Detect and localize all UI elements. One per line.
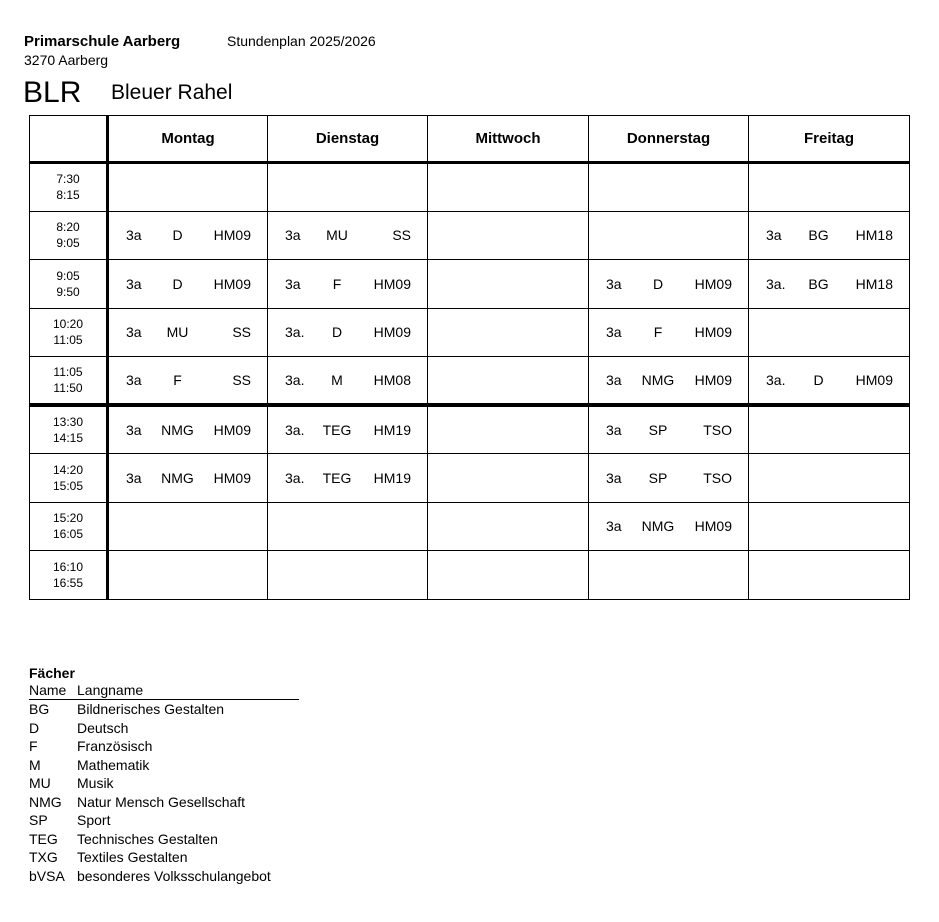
lesson-class: 3a (126, 469, 142, 486)
slot-start-time: 7:30 (56, 172, 80, 187)
lesson-room: HM09 (373, 324, 411, 341)
slot-start-time: 15:20 (52, 511, 84, 526)
legend-row (29, 700, 299, 719)
legend-row (29, 830, 299, 849)
lesson-room: SS (232, 324, 251, 341)
lesson-class: 3a (285, 275, 301, 292)
lesson-subject: D (172, 275, 183, 292)
lesson-room: HM18 (855, 227, 893, 244)
lesson-entry (589, 276, 748, 292)
slot-end-time: 16:55 (52, 575, 84, 590)
slot-start-time: 9:05 (56, 268, 80, 283)
lesson-entry (109, 324, 267, 340)
lesson-cell[interactable] (589, 357, 749, 406)
lesson-entry (109, 470, 267, 486)
legend-code: M (29, 756, 41, 773)
time-cell (30, 211, 108, 260)
legend-longname: Deutsch (77, 719, 129, 736)
timeslot-row (30, 260, 910, 309)
lesson-room: HM09 (694, 372, 732, 388)
legend-code: SP (29, 812, 48, 828)
legend-row (29, 756, 299, 775)
school-address: 3270 Aarberg (24, 52, 109, 68)
legend-col-longname: Langname (77, 682, 144, 698)
lesson-class: 3a (126, 422, 142, 438)
lesson-room: HM09 (855, 372, 893, 388)
legend-row (29, 867, 299, 886)
slot-end-time: 11:50 (53, 381, 83, 395)
lesson-room: HM09 (373, 275, 411, 292)
lesson-class: 3a. (285, 324, 305, 341)
legend-code: TXG (29, 849, 58, 865)
teacher-name: Bleuer Rahel (111, 81, 233, 104)
lesson-cell[interactable] (428, 308, 589, 357)
time-cell (30, 405, 108, 454)
lesson-subject: MU (166, 324, 189, 341)
lesson-class: 3a (606, 372, 622, 388)
day-header: Dienstag (268, 116, 428, 163)
lesson-room: HM19 (373, 422, 411, 438)
lesson-subject: D (331, 324, 343, 341)
lesson-entry (268, 372, 427, 388)
slot-end-time: 11:05 (53, 333, 83, 348)
lesson-cell[interactable] (589, 551, 749, 600)
timeslot-row (30, 454, 910, 503)
lesson-entry (268, 422, 427, 438)
lesson-cell[interactable] (108, 308, 268, 357)
legend-code: MU (29, 775, 51, 791)
lesson-room: HM09 (694, 518, 732, 535)
lesson-cell[interactable] (589, 163, 749, 212)
slot-end-time: 15:05 (52, 478, 84, 493)
slot-start-time: 14:20 (52, 462, 84, 477)
lesson-cell[interactable] (428, 405, 589, 454)
lesson-entry (268, 470, 427, 486)
lesson-subject: NMG (641, 372, 675, 388)
lesson-cell[interactable] (108, 211, 268, 260)
lesson-cell[interactable] (749, 308, 910, 357)
legend-row (29, 774, 299, 793)
lesson-cell[interactable] (589, 308, 749, 357)
slot-end-time: 16:05 (52, 527, 84, 542)
lesson-entry (589, 518, 748, 534)
lesson-class: 3a (285, 227, 301, 244)
lesson-cell[interactable] (268, 357, 428, 406)
legend-title: Fächer (29, 665, 75, 681)
lesson-cell[interactable] (268, 308, 428, 357)
lesson-cell[interactable] (589, 454, 749, 503)
lesson-subject: NMG (161, 469, 194, 486)
lesson-subject: BG (808, 275, 829, 292)
lesson-room: HM19 (373, 469, 411, 486)
slot-start-time: 8:20 (56, 220, 80, 235)
legend-code: NMG (29, 793, 62, 810)
lesson-class: 3a (126, 372, 142, 388)
time-cell (30, 260, 108, 309)
lesson-room: TSO (703, 469, 732, 486)
lesson-subject: TEG (322, 422, 352, 438)
day-header: Mittwoch (428, 116, 589, 163)
legend-longname: Bildnerisches Gestalten (77, 701, 225, 717)
time-cell (30, 357, 108, 406)
lesson-subject: F (653, 324, 663, 341)
lesson-class: 3a (126, 227, 142, 244)
time-cell (30, 454, 108, 503)
lesson-subject: TEG (322, 469, 352, 486)
timeslot-row (30, 163, 910, 212)
lesson-room: HM09 (694, 324, 732, 341)
lesson-class: 3a. (285, 422, 305, 438)
lesson-subject: D (652, 275, 664, 292)
day-header: Montag (108, 116, 268, 163)
day-header: Freitag (749, 116, 910, 163)
lesson-cell[interactable] (749, 454, 910, 503)
lesson-subject: M (331, 372, 343, 388)
timeslot-row (30, 502, 910, 551)
plan-title: Stundenplan 2025/2026 (227, 33, 376, 49)
lesson-entry (749, 276, 909, 292)
legend-code: TEG (29, 830, 58, 847)
lesson-subject: BG (808, 227, 829, 244)
lesson-cell[interactable] (268, 551, 428, 600)
lesson-entry (589, 470, 748, 486)
lesson-room: SS (232, 372, 251, 388)
lesson-cell[interactable] (428, 211, 589, 260)
slot-end-time: 14:15 (52, 431, 84, 445)
lesson-subject: NMG (641, 518, 675, 535)
time-cell (30, 163, 108, 212)
lesson-entry (749, 372, 909, 388)
lesson-cell[interactable] (749, 211, 910, 260)
lesson-room: HM18 (855, 275, 893, 292)
lesson-entry (268, 227, 427, 243)
lesson-entry (589, 422, 748, 438)
legend-longname: Musik (77, 775, 114, 791)
timeslot-row (30, 308, 910, 357)
legend-code: BG (29, 701, 50, 717)
subject-legend (29, 664, 299, 885)
lesson-cell[interactable] (268, 502, 428, 551)
time-cell (30, 308, 108, 357)
lesson-class: 3a (606, 469, 622, 486)
lesson-cell[interactable] (428, 163, 589, 212)
lesson-entry (109, 422, 267, 438)
lesson-subject: D (813, 372, 824, 388)
lesson-cell[interactable] (749, 405, 910, 454)
legend-longname: besonderes Volksschulangebot (77, 867, 271, 884)
lesson-entry (109, 372, 267, 388)
lesson-cell[interactable] (108, 405, 268, 454)
slot-start-time: 13:30 (52, 415, 84, 429)
time-cell (30, 551, 108, 600)
lesson-entry (589, 372, 748, 388)
lesson-class: 3a. (285, 372, 305, 388)
lesson-class: 3a (606, 275, 622, 292)
lesson-entry (109, 227, 267, 243)
lesson-cell[interactable] (428, 502, 589, 551)
lesson-cell[interactable] (268, 405, 428, 454)
lesson-room: HM09 (213, 422, 251, 438)
lesson-class: 3a (126, 275, 142, 292)
legend-code: D (29, 719, 40, 736)
timeslot-row (30, 551, 910, 600)
lesson-room: HM09 (213, 469, 251, 486)
lesson-subject: MU (326, 227, 348, 244)
legend-row (29, 737, 299, 756)
time-cell (30, 502, 108, 551)
slot-start-time: 10:20 (52, 317, 84, 332)
slot-end-time: 8:15 (56, 188, 80, 203)
corner-cell (30, 116, 108, 163)
timeslot-row (30, 211, 910, 260)
lesson-cell[interactable] (589, 211, 749, 260)
lesson-cell[interactable] (108, 502, 268, 551)
lesson-class: 3a (606, 422, 622, 438)
slot-end-time: 9:50 (56, 284, 80, 299)
lesson-cell[interactable] (749, 502, 910, 551)
lesson-cell[interactable] (268, 163, 428, 212)
lesson-subject: F (173, 372, 182, 388)
lesson-room: HM09 (213, 275, 251, 292)
lesson-cell[interactable] (589, 260, 749, 309)
lesson-cell[interactable] (428, 260, 589, 309)
lesson-cell[interactable] (268, 211, 428, 260)
lesson-entry (268, 324, 427, 340)
lesson-cell[interactable] (589, 502, 749, 551)
lesson-cell[interactable] (428, 551, 589, 600)
legend-row (29, 719, 299, 738)
legend-code: F (29, 738, 38, 754)
lesson-cell[interactable] (108, 454, 268, 503)
legend-longname: Textiles Gestalten (77, 849, 188, 865)
lesson-class: 3a (126, 324, 142, 341)
lesson-cell[interactable] (108, 551, 268, 600)
lesson-cell[interactable] (749, 357, 910, 406)
slot-start-time: 11:05 (53, 365, 83, 379)
timeslot-row (30, 357, 910, 406)
lesson-class: 3a (766, 227, 782, 244)
lesson-class: 3a. (766, 372, 786, 388)
lesson-cell[interactable] (428, 357, 589, 406)
legend-col-name: Name (29, 682, 67, 698)
lesson-room: HM09 (213, 227, 251, 244)
lesson-cell[interactable] (428, 454, 589, 503)
lesson-entry (109, 276, 267, 292)
lesson-subject: NMG (161, 422, 194, 438)
lesson-subject: D (172, 227, 183, 244)
legend-row (29, 848, 299, 867)
lesson-cell[interactable] (108, 357, 268, 406)
lesson-room: HM08 (373, 372, 411, 388)
lesson-room: TSO (703, 422, 732, 438)
lesson-class: 3a. (766, 275, 786, 292)
lesson-room: SS (392, 227, 411, 244)
lesson-class: 3a (606, 518, 622, 535)
legend-longname: Technisches Gestalten (77, 830, 218, 847)
legend-longname: Sport (77, 812, 111, 828)
timeslot-row (30, 405, 910, 454)
lesson-entry (589, 324, 748, 340)
lesson-entry (268, 276, 427, 292)
lesson-cell[interactable] (108, 163, 268, 212)
legend-code: bVSA (29, 867, 65, 884)
school-name: Primarschule Aarberg (24, 33, 181, 50)
lesson-class: 3a. (285, 469, 305, 486)
lesson-cell[interactable] (749, 551, 910, 600)
lesson-cell[interactable] (749, 260, 910, 309)
day-header: Donnerstag (589, 116, 749, 163)
slot-start-time: 16:10 (52, 559, 84, 574)
lesson-subject: SP (648, 469, 668, 486)
lesson-subject: SP (648, 422, 668, 438)
lesson-cell[interactable] (108, 260, 268, 309)
lesson-cell[interactable] (749, 163, 910, 212)
legend-longname: Natur Mensch Gesellschaft (77, 793, 246, 810)
legend-row (29, 793, 299, 812)
legend-longname: Mathematik (77, 756, 150, 773)
legend-row (29, 811, 299, 830)
lesson-subject: F (332, 275, 342, 292)
lesson-entry (749, 227, 909, 243)
timetable (29, 115, 910, 600)
lesson-cell[interactable] (268, 260, 428, 309)
lesson-room: HM09 (694, 275, 732, 292)
legend-longname: Französisch (77, 738, 153, 754)
slot-end-time: 9:05 (56, 236, 80, 251)
teacher-code: BLR (23, 76, 82, 109)
legend-header (29, 682, 299, 700)
lesson-class: 3a (606, 324, 622, 341)
lesson-cell[interactable] (589, 405, 749, 454)
timetable-header-row (30, 116, 910, 163)
lesson-cell[interactable] (268, 454, 428, 503)
